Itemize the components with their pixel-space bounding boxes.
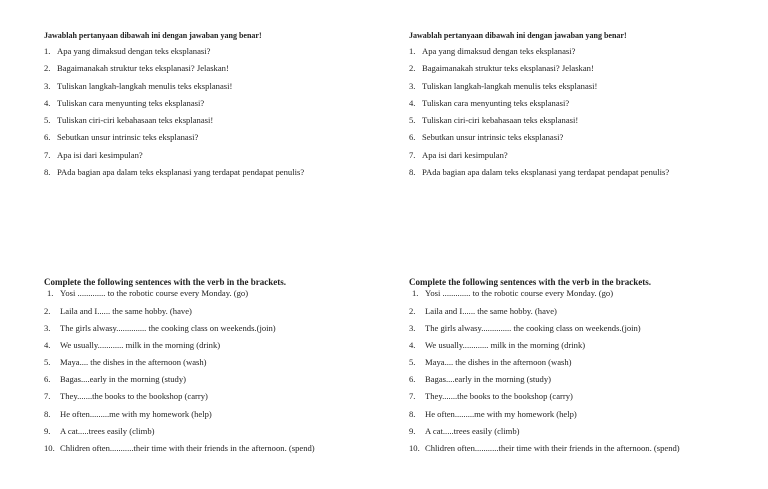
list-item: 8. He often.........me with my homework (help) [44,408,212,419]
list-item: 4. Tuliskan cara menyunting teks eksplanasi? [44,97,205,108]
list-item: 1. Apa yang dimaksud dengan teks eksplanasi? [409,46,576,56]
list-item: 2. Bagaimanakah struktur teks eksplanasi? Jelaskan! [409,63,594,74]
list-item: 8. PAda bagian apa dalam teks eksplanasi yang terdapat pendapat penulis? [409,167,670,178]
right-exercise-block [409,277,749,457]
right-question-block [409,31,749,181]
list-item: 3. Tuliskan langkah-langkah menulis teks eksplanasi! [44,80,233,91]
list-item: 2. Laila and I...... the same hobby. (have) [409,306,557,316]
section1-heading: Jawablah pertanyaan dibawah ini dengan jawaban yang benar! [409,31,627,40]
list-item: 6. Bagas....early in the morning (study) [44,374,187,385]
left-question-block [44,31,384,181]
list-item: 1. Yosi ............. to the robotic course every Monday. (go) [47,288,249,298]
list-item: 4. Tuliskan cara menyunting teks eksplanasi? [409,97,570,108]
list-item: 7. They.......the books to the bookshop (carry) [409,391,573,402]
list-item: 5. Maya.... the dishes in the afternoon (wash) [409,357,572,368]
list-item: 2. Bagaimanakah struktur teks eksplanasi? Jelaskan! [44,63,229,74]
section2-heading: Complete the following sentences with the verb in the brackets. [409,277,651,287]
list-item: 5. Maya.... the dishes in the afternoon (wash) [44,357,207,368]
list-item: 7. They.......the books to the bookshop (carry) [44,391,208,402]
list-item: 6. Bagas....early in the morning (study) [409,374,552,385]
list-item: 3. The girls alwasy.............. the cooking class on weekends.(join) [44,323,276,334]
list-item: 5. Tuliskan ciri-ciri kebahasaan teks eksplanasi! [44,115,214,126]
list-item: 9. A cat.....trees easily (climb) [409,425,520,436]
list-item: 3. Tuliskan langkah-langkah menulis teks eksplanasi! [409,80,598,91]
section2-heading: Complete the following sentences with the verb in the brackets. [44,277,286,287]
left-exercise-block [44,277,384,457]
list-item: 10. Chlidren often...........their time with their friends in the afternoon. (spend) [409,442,680,453]
list-item: 3. The girls alwasy.............. the cooking class on weekends.(join) [409,323,641,334]
list-item: 5. Tuliskan ciri-ciri kebahasaan teks eksplanasi! [409,115,579,126]
section2-list [44,287,384,457]
list-item: 1. Apa yang dimaksud dengan teks eksplanasi? [44,46,211,56]
section1-list [44,43,384,181]
list-item: 7. Apa isi dari kesimpulan? [44,149,143,160]
list-item: 9. A cat.....trees easily (climb) [44,425,155,436]
list-item: 4. We usually............ milk in the morning (drink) [44,340,221,351]
list-item: 6. Sebutkan unsur intrinsic teks eksplanasi? [409,132,564,143]
list-item: 8. PAda bagian apa dalam teks eksplanasi yang terdapat pendapat penulis? [44,167,305,178]
list-item: 8. He often.........me with my homework (help) [409,408,577,419]
section1-heading: Jawablah pertanyaan dibawah ini dengan jawaban yang benar! [44,31,262,40]
section2-list [409,287,749,457]
list-item: 10. Chlidren often...........their time with their friends in the afternoon. (spend) [44,442,315,453]
list-item: 4. We usually............ milk in the morning (drink) [409,340,586,351]
list-item: 6. Sebutkan unsur intrinsic teks eksplanasi? [44,132,199,143]
list-item: 7. Apa isi dari kesimpulan? [409,149,508,160]
list-item: 1. Yosi ............. to the robotic course every Monday. (go) [412,288,614,298]
section1-list [409,43,749,181]
list-item: 2. Laila and I...... the same hobby. (have) [44,306,192,316]
